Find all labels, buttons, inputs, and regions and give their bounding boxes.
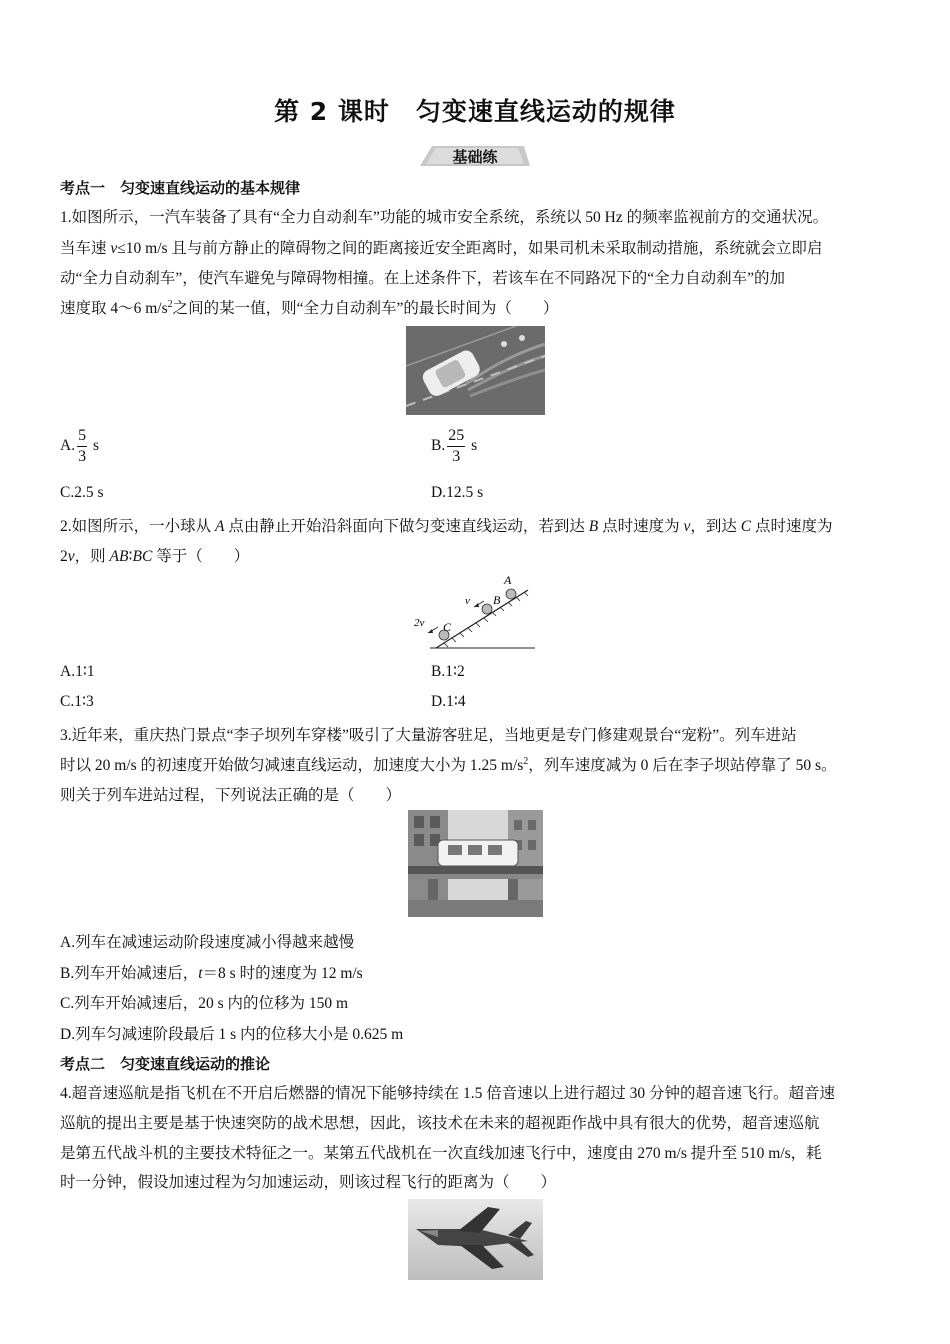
- q1-line-1: 1.如图所示，一汽车装备了具有“全力自动刹车”功能的城市安全系统，系统以 50 Hz 的频率监视前方的交通状况。: [60, 209, 829, 226]
- q1-line-2: 当车速 v≤10 m/s 且与前方静止的障碍物之间的距离接近安全距离时，如果司机未采取制动措施，系统就会立即启: [60, 240, 823, 257]
- q1-option-c[interactable]: C.2.5 s: [60, 484, 104, 501]
- q1-option-b[interactable]: B. $\frac{25}{3}$ s: [431, 427, 478, 465]
- label-v: v: [465, 595, 470, 607]
- q3-line-3: 则关于列车进站过程，下列说法正确的是（ ）: [60, 787, 402, 804]
- q2-option-b[interactable]: B.1∶2: [431, 663, 465, 680]
- badge-label: 基础练: [452, 148, 498, 166]
- q3-option-d[interactable]: D.列车匀减速阶段最后 1 s 内的位移大小是 0.625 m: [60, 1026, 404, 1043]
- page-title: 第 2 课时 匀变速直线运动的规律: [274, 97, 676, 126]
- label-c: C: [443, 620, 452, 634]
- q2-option-d[interactable]: D.1∶4: [431, 693, 466, 710]
- q2-option-c[interactable]: C.1∶3: [60, 693, 94, 710]
- q4-line-4: 时一分钟，假设加速过程为匀加速运动，则该过程飞行的距离为（ ）: [60, 1174, 557, 1191]
- q2-line-2: 2v，则 AB∶BC 等于（ ）: [60, 548, 250, 565]
- q2-line-1: 2.如图所示，一小球从 A 点由静止开始沿斜面向下做匀变速直线运动，若到达 B 点时速度为 v，到达 C 点时速度为: [60, 518, 833, 535]
- train-through-building-photo: [408, 810, 543, 917]
- q3-line-2: 时以 20 m/s 的初速度开始做匀减速直线运动，加速度大小为 1.25 $m/s^2$，列车速度减为 0 后在李子坝站停靠了 50 s。: [60, 755, 837, 774]
- label-2v: 2v: [414, 617, 425, 629]
- q1-option-d[interactable]: D.12.5 s: [431, 484, 484, 501]
- q1-line-4: 速度取 4～6 $m/s^2$之间的某一值，则“全力自动刹车”的最长时间为（ ）: [60, 298, 559, 317]
- q1-line-3: 动“全力自动刹车”，使汽车避免与障碍物相撞。在上述条件下，若该车在不同路况下的“全力自动刹车”的加: [60, 270, 786, 287]
- q3-option-c[interactable]: C.列车开始减速后，20 s 内的位移为 150 m: [60, 995, 349, 1012]
- q2-option-a[interactable]: A.1∶1: [60, 663, 95, 680]
- q3-option-b[interactable]: B.列车开始减速后，t＝8 s 时的速度为 12 m/s: [60, 965, 363, 982]
- q3-line-1: 3.近年来，重庆热门景点“李子坝列车穿楼”吸引了大量游客驻足，当地更是专门修建观景台“宠粉”。列车进站: [60, 727, 797, 744]
- car-braking-photo: [406, 326, 545, 415]
- q3-option-a[interactable]: A.列车在减速运动阶段速度减小得越来越慢: [60, 934, 355, 951]
- q4-line-1: 4.超音速巡航是指飞机在不开启后燃器的情况下能够持续在 1.5 倍音速以上进行超过 30 分钟的超音速飞行。超音速: [60, 1085, 836, 1102]
- label-b: B: [493, 593, 501, 607]
- q4-line-3: 是第五代战斗机的主要技术特征之一。某第五代战机在一次直线加速飞行中，速度由 270 m/s 提升至 510 m/s，耗: [60, 1145, 822, 1162]
- label-a: A: [504, 573, 512, 587]
- q4-line-2: 巡航的提出主要是基于快速突防的战术思想，因此，该技术在未来的超视距作战中具有很大的优势，超音速巡航: [60, 1115, 820, 1132]
- section-heading-2: 考点二 匀变速直线运动的推论: [60, 1055, 271, 1073]
- incline-diagram: [410, 572, 540, 652]
- q1-option-a[interactable]: A. $\frac{5}{3}$ s: [60, 427, 99, 465]
- section-badge: [420, 144, 530, 168]
- section-heading-1: 考点一 匀变速直线运动的基本规律: [60, 179, 301, 197]
- fighter-jet-photo: [408, 1199, 543, 1280]
